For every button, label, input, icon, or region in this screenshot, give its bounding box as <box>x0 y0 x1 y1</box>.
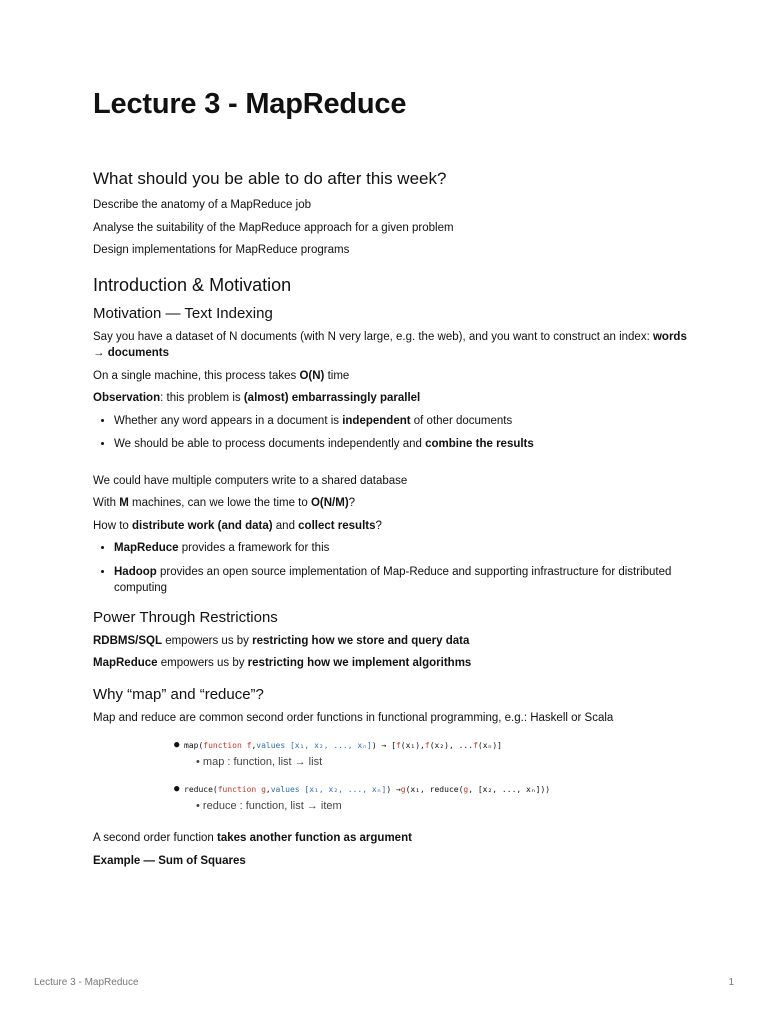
machines-paragraph: With M machines, can we lowe the time to O(N/M)? <box>93 497 356 509</box>
power-heading: Power Through Restrictions <box>93 608 278 626</box>
motivation-heading: Motivation — Text Indexing <box>93 304 273 322</box>
reduce-type-line: • reduce : function, list → item <box>196 800 342 812</box>
objective-item: Design implementations for MapReduce programs <box>93 244 350 256</box>
bullet-icon: ● <box>174 784 180 794</box>
page-number: 1 <box>728 977 734 988</box>
page-content <box>93 84 693 875</box>
observation-list <box>93 413 693 453</box>
distribute-paragraph: How to distribute work (and data) and collect results? <box>93 519 382 532</box>
list-item: • We should be able to process documents independently and combine the results <box>114 436 693 453</box>
shared-db-paragraph: We could have multiple computers write to a shared database <box>93 474 408 487</box>
intro-heading: Introduction & Motivation <box>93 274 292 295</box>
observation-paragraph: Observation: this problem is (almost) embarrassingly parallel <box>93 392 421 404</box>
second-order-paragraph: A second order function takes another function as argument <box>93 832 412 844</box>
single-machine-paragraph: On a single machine, this process takes O(N) time <box>93 369 350 382</box>
list-item: • Whether any word appears in a document is independent of other documents <box>114 413 693 430</box>
motivation-paragraph: Say you have a dataset of N documents (with N very large, e.g. the web), and you want to construct an index: words → documents <box>93 330 687 359</box>
footer-title: Lecture 3 - MapReduce <box>34 977 139 988</box>
objective-item: Describe the anatomy of a MapReduce job <box>93 199 311 211</box>
bullet-icon: ● <box>174 740 180 750</box>
list-item: • MapReduce provides a framework for this <box>114 540 693 557</box>
example-heading: Example — Sum of Squares <box>93 854 246 867</box>
objectives-heading: What should you be able to do after this week? <box>93 169 447 188</box>
rdbms-paragraph: RDBMS/SQL empowers us by restricting how we store and query data <box>93 634 470 647</box>
why-heading: Why “map” and “reduce”? <box>93 685 264 703</box>
objective-item: Analyse the suitability of the MapReduce approach for a given problem <box>93 221 454 234</box>
page-footer <box>34 977 734 988</box>
list-item: • Hadoop provides an open source implementation of Map-Reduce and supporting infrastructure for distributed computing <box>114 564 693 597</box>
map-signature-line: ● map( function f , values [x₁, x₂, ..., xₙ] ) → [ f (x₁), f (x₂), ... f (xₙ)] <box>174 740 502 750</box>
why-paragraph: Map and reduce are common second order functions in functional programming, e.g.: Haskell or Scala <box>93 711 614 724</box>
mapreduce-paragraph: MapReduce empowers us by restricting how we implement algorithms <box>93 657 472 669</box>
framework-list <box>93 540 693 597</box>
reduce-signature-line: ● reduce( function g , values [x₁, x₂, ..., xₙ] ) → g (x₁, reduce( g , [x₂, ..., xₙ])) <box>174 784 551 794</box>
map-type-line: • map : function, list → list <box>196 756 323 768</box>
page-title: Lecture 3 - MapReduce <box>93 88 407 120</box>
map-reduce-code-figure <box>174 738 594 816</box>
